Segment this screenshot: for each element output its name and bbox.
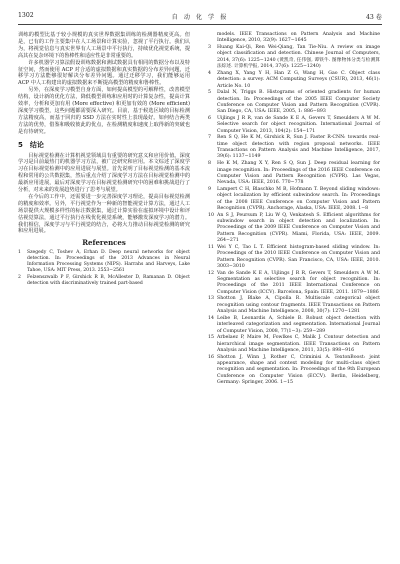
volume-label: 43 卷 (365, 14, 382, 21)
reference-item (208, 296, 380, 315)
reference-text: Wei Y C, Tao L T. Efficient histogram-based sliding window. In: Proceedings of the 2010 IEEE Conference on Computer Vision and Pattern Recognition (CVPR). San Francisco, CA, USA: IEEE, 2010. 3003−3010 (217, 244, 380, 269)
header-rule (18, 24, 382, 25)
reference-text: Zhang X, Yang Y H, Han Z G, Wang H, Gao C. Object class detection: a survey. ACM Computing Surveys (CSUR), 2013, 46(1): Article No. 10 (217, 70, 380, 89)
references-heading: References (82, 238, 126, 248)
reference-number: 13 (208, 296, 214, 302)
reference-text: An S J, Peursum P, Liu W Q, Venkatesh S. Efficient algorithms for subwindow search in object detection and localization. In: Proceedings of the 2009 IEEE Conference on Computer Vision and Pattern Recognition (CVPR). Miami, Florida, USA: IEEE, 2009. 264−271 (217, 212, 380, 244)
reference-item (208, 213, 380, 245)
reference-item (208, 245, 380, 270)
paragraph: 目标视觉检测在计算机视觉领域具有重要的研究意义和应用价值。深度学习是目前最热门的机器学习方法，被广泛研究和应用。本文综述了深度学习在目标视觉检测中的应用进展与展望。首先说明了目标视觉检测的基本流程和常用的公共数据集，然后重点介绍了深度学习方法在目标视觉检测中的最新应用进展，最后对深度学习在目标视觉检测研究中的困难和挑战进行了分析，对未来的发展趋势进行了思考与展望。 (18, 152, 190, 194)
reference-item (208, 355, 380, 387)
page-number: 1302 (18, 12, 34, 19)
paragraph: 在今后的工作中，还需要进一步完善深度学习理论，提高目标视觉检测的精度和效率。另外，平行视觉作为一种新的智能视觉计算方法，通过人工场景提供大规模多样性的标注数据集，通过计算实验在虚拟环境中设计和评估视觉算法，通过平行执行在线优化视觉系统，能够激发深度学习的潜力。我们相信，深度学习与平行视觉的结合，必将大力推动目标视觉检测的研究和应用进展。 (18, 193, 190, 235)
reference-number: 7 (208, 135, 211, 141)
reference-text: Shotton J, Blake A, Cipolla R. Multiscale categorical object recognition using contour fragments. IEEE Transactions on Pattern Analysis and Machine Intelligence, 2008, 30(7): 1270−1281 (217, 296, 380, 315)
reference-number: 14 (208, 315, 214, 321)
reference-number: 1 (18, 250, 21, 256)
reference-text: Leibe B, Leonardis A, Schiele B. Robust object detection with interleaved categorization and segmentation. International Journal of Computer Vision, 2008, 77(1−3): 259−289 (217, 315, 380, 334)
left-column (18, 32, 190, 287)
reference-text: Dalal N, Triggs B. Histograms of oriented gradients for human detection. In: Proceedings of the 2005 IEEE Computer Society Conference on Computer Vision and Pattern Recognition (CVPR). San Diego, CA, USA: IEEE, 2005, 1: 886−893 (217, 90, 380, 115)
reference-number: 9 (208, 186, 211, 192)
reference-text: Huang Kai-Qi, Ren Wei-Qiang, Tan Tie-Niu. A review on image object classification and detection. Chinese Journal of Computers, 2014, 37(6): 1225−1240 (黄凯奇, 任伟强, 谭铁牛. 图像物体分类与检测算法综述. 计算机学报, 2014, 37(6): 1225−1240) (217, 45, 380, 70)
reference-item (208, 71, 380, 90)
reference-text: Szegedy C, Toshev A, Erhan D. Deep neural networks for object detection. In: Proceedings of the 2013 Advances in Neural Information Processing Systems (NIPS). Harrahs and Harveys, Lake Tahoe, USA: MIT Press, 2013. 2553−2561 (27, 250, 190, 274)
reference-number: 11 (208, 244, 214, 250)
reference-number: 16 (208, 354, 214, 360)
reference-item (208, 335, 380, 354)
right-column (208, 32, 380, 387)
reference-number: 15 (208, 335, 214, 341)
reference-item (208, 90, 380, 115)
reference-number: 2 (18, 274, 21, 280)
reference-item (208, 45, 380, 70)
journal-title: 自 动 化 学 报 (171, 14, 229, 21)
reference-text: Felzenszwalb P F, Girshick R B, McAllester D, Ramanan D. Object detection with discriminatively trained part-based (27, 274, 190, 286)
left-reference-list (18, 250, 190, 287)
reference-text: Van de Sande K E A, Uijlings J R R, Gevers T, Smeulders A W M. Segmentation as selective search for object recognition. In: Proceedings of the 2011 IEEE International Conference on Computer Vision (ICCV). Barcelona, Spain: IEEE, 2011. 1879−1886 (217, 270, 380, 295)
paragraph: 另外，在深度学习模型自身方面，如何提高模型的可解释性，改善模型结构，设计新的优化方法，降低模型训练和应用时的计算复杂性，提高计算效率，分析和更加有用 (More effective) 和更加有效的 (More efficient) 深度学习模型，这些问题都需要深入研究。目前，基于候选区域的目标检测方法精度高，而基于回归的 SSD 方法在实时性上表现最好。如何结合两类方法的优势，借鉴和吸收彼此的优点，在检测精度和速度上取得新的突破也是有待研究。 (18, 87, 190, 135)
reference-number: 10 (208, 212, 214, 218)
reference-item (208, 32, 380, 45)
reference-number: 4 (208, 70, 211, 76)
reference-text: models. IEEE Transactions on Pattern Analysis and Machine Intelligence, 2010, 32(9): 1627−1645 (217, 32, 380, 44)
reference-text: He K M, Zhang X Y, Ren S Q, Sun J. Deep residual learning for image recognition. In: Proceedings of the 2016 IEEE Conference on Computer Vision and Pattern Recognition (CVPR). Las Vegas, Nevada, USA: IEEE, 2016. 770−778 (217, 161, 380, 186)
reference-item (208, 161, 380, 186)
paragraph: 训练的模型比基于较小规模的真实世界数据集训练的检测器精度更高。但是，已有的工作主要集中在人工场景和计算实验，忽视了平行执行。我们认为，将视觉信息与真实世界有人工场景中平行执行，持续优化视觉系统，提高其在复杂环境下的鲁棒性和适应性是非常重要的。 (18, 32, 190, 59)
section-heading-conclusion: 5 结论 (18, 140, 44, 149)
reference-item (208, 271, 380, 296)
reference-text: Arbelaez P, Maire M, Fowlkes C, Malik J. Contour detection and hierarchical image segmentation. IEEE Transactions on Pattern Analysis and Machine Intelligence, 2011, 33(5): 898−916 (217, 335, 380, 353)
reference-item (18, 275, 190, 287)
reference-number: 6 (208, 116, 211, 122)
page-header (18, 10, 382, 24)
reference-text: Uijlings J R R, van de Sande K E A, Gevers T, Smeulders A W M. Selective search for object recognition. International Journal of Computer Vision, 2013, 104(2): 154−171 (217, 116, 380, 134)
reference-text: Lampert C H, Blaschko M B, Hofmann T. Beyond sliding windows: object localization by efficient subwindow search. In: Proceedings of the 2008 IEEE Conference on Computer Vision and Pattern Recognition (CVPR). Anchorage, Alaska, USA: IEEE, 2008. 1−8 (217, 186, 380, 212)
reference-item (208, 116, 380, 135)
reference-item (18, 250, 190, 274)
reference-number: 3 (208, 45, 211, 51)
right-reference-list (208, 32, 380, 386)
reference-text: Shotton J, Winn J, Rother C, Criminisi A. TextonBoost: joint appearance, shape and context modeling for multi-class object recognition and segmentation. In: Proceedings of the 9th European Conference on Computer Vision (ECCV). Berlin, Heidelberg, Germany: Springer, 2006. 1−15 (217, 354, 380, 386)
reference-item (208, 187, 380, 212)
paragraph: 许多机器学习算法假设训练数据和测试数据具有相同的数据分布以及特征空间，然而使用 ACP 对合适的虚拟数据和真实数据的分布差异问题，迁移学习方法能够很好解决分布差异问题。通过迁移学习，我们能够运用 ACP 中人工构建出的虚拟数据来不断提高模型的精度和鲁棒性。 (18, 59, 190, 87)
reference-number: 5 (208, 90, 211, 96)
reference-item (208, 316, 380, 335)
reference-text: Ren S Q, He K M, Girshick R, Sun J. Faster R-CNN: towards real-time object detection with region proposal networks. IEEE Transactions on Pattern Analysis and Machine Intelligence, 2017, 39(6): 1137−1149 (217, 135, 380, 160)
reference-item (208, 135, 380, 160)
reference-number (208, 32, 217, 45)
reference-number: 12 (208, 270, 214, 276)
reference-number: 8 (208, 161, 211, 167)
